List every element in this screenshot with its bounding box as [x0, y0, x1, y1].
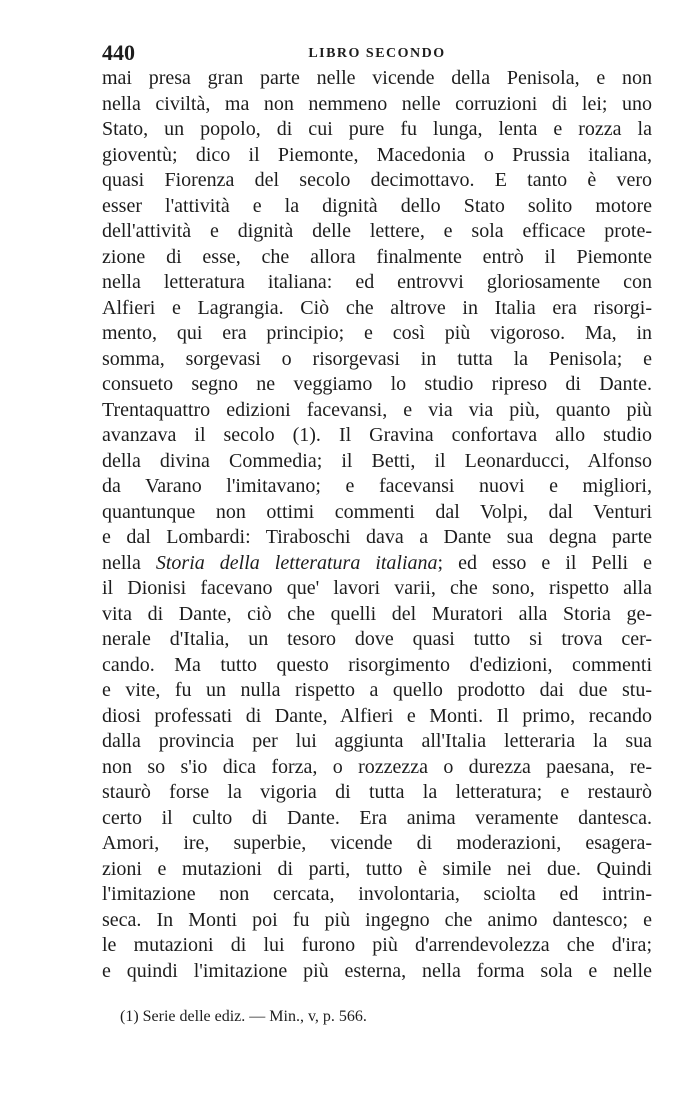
line-text: il Dionisi facevano que' lavori varii, che sono, rispetto alla: [102, 577, 652, 599]
line-text: non so s'io dica forza, o rozzezza o durezza paesana, re-: [102, 755, 652, 778]
line-text: zione di esse, che allora finalmente entrò il Piemonte: [102, 245, 652, 268]
text-line: [102, 117, 652, 143]
text-line: [102, 933, 652, 959]
book-title: LIBRO SECONDO: [308, 46, 446, 61]
text-line: [102, 194, 652, 220]
italic-title: Storia della letteratura italiana: [155, 551, 438, 574]
line-text: nella: [102, 551, 156, 574]
text-line: [102, 474, 652, 500]
line-text: e quindi l'imitazione più esterna, nella forma sola e nelle: [102, 959, 652, 982]
text-line: [102, 66, 652, 92]
line-text: le mutazioni di lui furono più d'arrendevolezza che d'ira;: [102, 934, 652, 956]
line-text: Alfieri e Lagrangia. Ciò che altrove in Italia era risorgi-: [102, 296, 652, 319]
line-text: vita di Dante, ciò che quelli del Muratori alla Storia ge-: [102, 602, 652, 625]
line-text: della divina Commedia; il Betti, il Leonarducci, Alfonso: [102, 449, 652, 472]
footnote: (1) Serie delle ediz. — Min., v, p. 566.: [120, 1008, 367, 1025]
text-line: [102, 143, 652, 169]
text-line: [102, 780, 652, 806]
text-line: [102, 500, 652, 526]
line-text: e vite, fu un nulla rispetto a quello prodotto dai due stu-: [102, 679, 652, 701]
line-text-continued: ; ed esso e il Pelli e: [437, 551, 652, 574]
line-text: dell'attività e dignità delle lettere, e sola efficace prote-: [102, 220, 652, 242]
line-text: l'imitazione non cercata, involontaria, sciolta ed intrin-: [102, 883, 652, 905]
line-text: zioni e mutazioni di parti, tutto è simile nei due. Quindi: [102, 857, 652, 880]
line-text: Stato, un popolo, di cui pure fu lunga, lenta e rozza la: [102, 118, 652, 140]
line-text: cando. Ma tutto questo risorgimento d'edizioni, commenti: [102, 653, 652, 676]
text-line: [102, 219, 652, 245]
line-text: mento, qui era principio; e così più vigoroso. Ma, in: [102, 322, 652, 344]
text-line: [102, 398, 652, 424]
line-text: esser l'attività e la dignità dello Stato solito motore: [102, 194, 652, 217]
line-text: avanzava il secolo (1). Il Gravina confortava allo studio: [102, 424, 652, 446]
text-line: [102, 959, 652, 985]
text-line: [102, 525, 652, 551]
text-line: [102, 882, 652, 908]
text-line: [102, 296, 652, 322]
text-line: [102, 653, 652, 679]
text-line: [102, 92, 652, 118]
line-text: somma, sorgevasi o risorgevasi in tutta la Penisola; e: [102, 347, 652, 370]
text-line: [102, 321, 652, 347]
text-line: [102, 704, 652, 730]
text-line: [102, 857, 652, 883]
line-text: quasi Fiorenza del secolo decimottavo. E tanto è vero: [102, 169, 652, 191]
line-text: nerale d'Italia, un tesoro dove quasi tutto si trova cer-: [102, 628, 652, 650]
line-text: diosi professati di Dante, Alfieri e Monti. Il primo, recando: [102, 704, 652, 727]
line-text: gioventù; dico il Piemonte, Macedonia o Prussia italiana,: [102, 143, 652, 166]
text-line: [102, 551, 652, 577]
text-line: [102, 449, 652, 475]
text-line: [102, 423, 652, 449]
line-text: quantunque non ottimi commenti dal Volpi, dal Venturi: [102, 500, 652, 523]
text-line: [102, 806, 652, 832]
text-line: [102, 245, 652, 271]
text-line: [102, 347, 652, 373]
body-text: [102, 66, 652, 984]
text-line: [102, 372, 652, 398]
text-line: [102, 627, 652, 653]
line-text: dalla provincia per lui aggiunta all'Italia letteraria la sua: [102, 730, 652, 752]
line-text: e dal Lombardi: Tiraboschi dava a Dante sua degna parte: [102, 526, 652, 548]
line-text: da Varano l'imitavano; e facevansi nuovi e migliori,: [102, 475, 652, 497]
line-text: mai presa gran parte nelle vicende della Penisola, e non: [102, 67, 652, 89]
text-line: [102, 678, 652, 704]
text-line: [102, 168, 652, 194]
text-line: [102, 729, 652, 755]
text-line: [102, 831, 652, 857]
line-text: nella civiltà, ma non nemmeno nelle corruzioni di lei; uno: [102, 92, 652, 115]
line-text: certo il culto di Dante. Era anima veramente dantesca.: [102, 806, 652, 829]
page-number: 440: [102, 40, 135, 65]
text-line: [102, 270, 652, 296]
text-line: [102, 602, 652, 628]
line-text: consueto segno ne veggiamo lo studio ripreso di Dante.: [102, 373, 652, 395]
line-text: seca. In Monti poi fu più ingegno che animo dantesco; e: [102, 908, 652, 931]
line-text: staurò forse la vigoria di tutta la letteratura; e restaurò: [102, 781, 652, 803]
line-text: Trentaquattro edizioni facevansi, e via via più, quanto più: [102, 398, 652, 421]
line-text: Amori, ire, superbie, vicende di moderazioni, esagera-: [102, 832, 652, 854]
text-line: [102, 908, 652, 934]
text-line: [102, 576, 652, 602]
text-line: [102, 755, 652, 781]
line-text: nella letteratura italiana: ed entrovvi gloriosamente con: [102, 271, 652, 293]
